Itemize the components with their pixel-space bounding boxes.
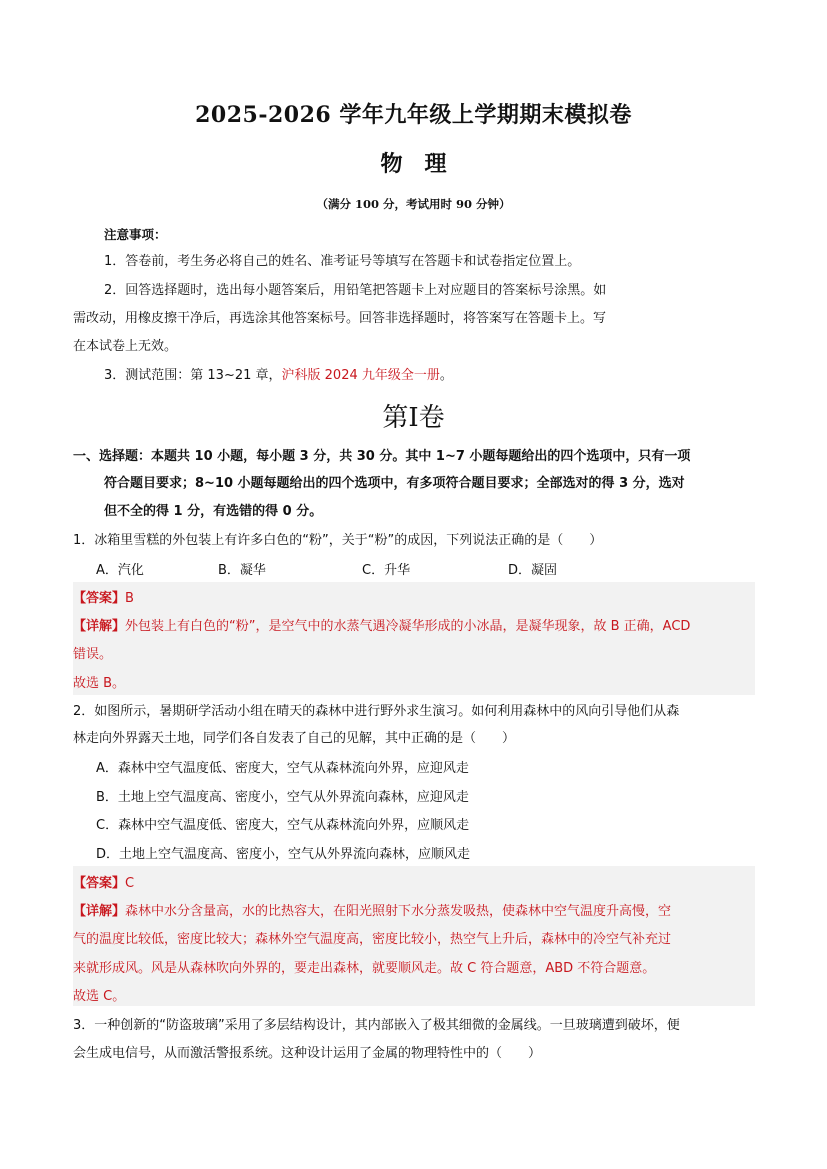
question-1-option-b: B．凝华 — [218, 563, 266, 578]
question-1-stem: 1．冰箱里雪糕的外包装上有许多白色的“粉”，关于“粉”的成因，下列说法正确的是（ ） — [73, 533, 603, 548]
answer-label: 【答案】 — [73, 876, 126, 891]
question-1-answer-block — [73, 582, 755, 695]
notice-item-1: 1．答卷前，考生务必将自己的姓名、准考证号等填写在答题卡和试卷指定位置上。 — [104, 254, 581, 269]
question-2-option-a: A．森林中空气温度低、密度大，空气从森林流向外界，应迎风走 — [96, 761, 469, 776]
question-2-answer — [73, 872, 134, 891]
answer-value: B — [125, 591, 134, 606]
notice-item-3-scope: 沪科版 2024 九年级全一册 — [281, 368, 440, 383]
question-2-option-c: C．森林中空气温度低、密度大，空气从森林流向外界，应顺风走 — [96, 818, 470, 833]
question-3-stem-line-2: 会生成电信号，从而激活警报系统。这种设计运用了金属的物理特性中的（ ） — [73, 1046, 542, 1061]
detail-text: 森林中水分含量高，水的比热容大，在阳光照射下水分蒸发吸热，使森林中空气温度升高慢，空 — [125, 904, 672, 919]
notice-item-2-line-3: 在本试卷上无效。 — [73, 339, 178, 354]
question-2-stem-line-1: 2．如图所示，暑期研学活动小组在晴天的森林中进行野外求生演习。如何利用森林中的风向引导他们从森 — [73, 704, 680, 719]
question-2-detail-line-3: 来就形成风。风是从森林吹向外界的，要走出森林，就要顺风走。故 C 符合题意，ABD 不符合题意。 — [73, 961, 656, 976]
notice-heading: 注意事项： — [104, 227, 167, 242]
question-1-option-c: C．升华 — [362, 563, 411, 578]
question-2-option-b: B．土地上空气温度高、密度小，空气从外界流向森林，应迎风走 — [96, 790, 469, 805]
question-1-answer — [73, 587, 134, 606]
detail-label: 【详解】 — [73, 619, 126, 634]
question-2-detail-line-2: 气的温度比较低，密度比较大；森林外空气温度高，密度比较小，热空气上升后，森林中的冷空气补充过 — [73, 932, 672, 947]
notice-item-2-line-2: 需改动，用橡皮擦干净后，再选涂其他答案标号。回答非选择题时，将答案写在答题卡上。写 — [73, 311, 607, 326]
notice-item-3 — [104, 367, 453, 385]
question-1-detail-line-2: 错误。 — [73, 647, 113, 662]
question-2-conclusion: 故选 C。 — [73, 989, 126, 1004]
answer-value: C — [125, 876, 135, 891]
question-2-option-d: D．土地上空气温度高、密度小，空气从外界流向森林，应顺风走 — [96, 847, 471, 862]
section-1-line-2: 符合题目要求；8~10 小题每题给出的四个选项中，有多项符合题目要求；全部选对的得 3 分，选对 — [104, 476, 685, 491]
notice-item-3-suffix: 。 — [439, 368, 453, 383]
section-1-line-3: 但不全的得 1 分，有选错的得 0 分。 — [104, 504, 323, 519]
score-note: （满分 100 分，考试用时 90 分钟） — [316, 197, 511, 211]
notice-item-2-line-1: 2．回答选择题时，选出每小题答案后，用铅笔把答题卡上对应题目的答案标号涂黑。如 — [104, 283, 607, 298]
question-1-detail-line-1 — [73, 615, 690, 634]
question-3-stem-line-1: 3．一种创新的“防盗玻璃”采用了多层结构设计，其内部嵌入了极其细微的金属线。一旦玻璃遭到破坏，便 — [73, 1018, 680, 1033]
section-1-line-1: 一、选择题：本题共 10 小题，每小题 3 分，共 30 分。其中 1~7 小题每题给出的四个选项中，只有一项 — [73, 449, 691, 464]
question-1-conclusion: 故选 B。 — [73, 676, 126, 691]
answer-label: 【答案】 — [73, 591, 126, 606]
question-2-detail-line-1 — [73, 900, 671, 919]
notice-item-3-prefix: 3．测试范围：第 13~21 章， — [104, 368, 282, 383]
subject-title: 物理 — [380, 151, 469, 177]
question-2-stem-line-2: 林走向外界露天土地，同学们各自发表了自己的见解，其中正确的是（ ） — [73, 731, 516, 746]
question-1-option-a: A．汽化 — [96, 563, 144, 578]
exam-title: 2025-2026 学年九年级上学期期末模拟卷 — [195, 102, 632, 128]
question-1-option-d: D．凝固 — [508, 563, 558, 578]
detail-label: 【详解】 — [73, 904, 126, 919]
detail-text: 外包装上有白色的“粉”，是空气中的水蒸气遇冷凝华形成的小冰晶，是凝华现象，故 B 正确，ACD — [125, 619, 691, 634]
volume-title: 第Ⅰ卷 — [382, 403, 445, 433]
